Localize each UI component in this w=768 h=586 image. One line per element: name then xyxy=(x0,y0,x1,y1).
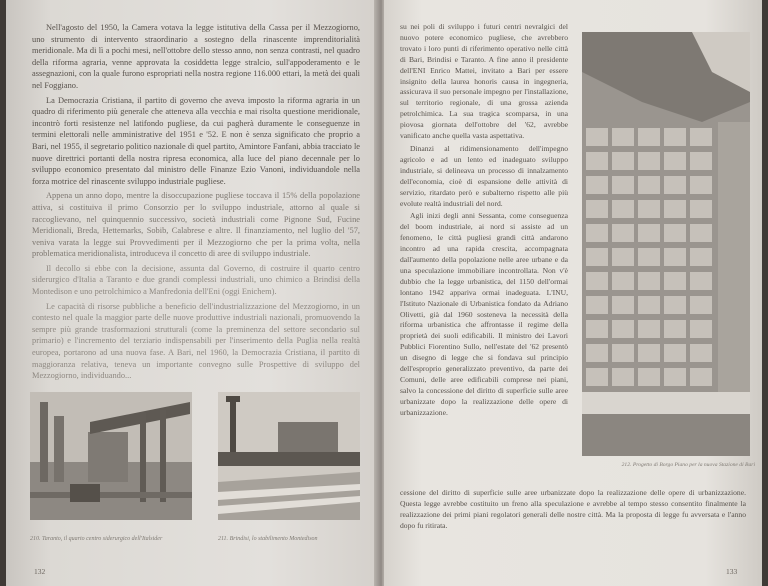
right-text-column xyxy=(400,22,568,421)
taranto-steelworks-photo xyxy=(30,392,192,520)
paragraph: cessione del diritto di superficie sulle aree urbanizzate dopo la realizzazione delle opere di urbanizzazione. Questa legge avrebbe costituito un freno alla speculazione e avrebbe al tempo stesso consentito finalmente la realizzazione dei primi piani regolatori generali delle nostre città. Ma la proposta di legge fu avversata e l'anno dopo fu ritirata. xyxy=(400,488,746,530)
paragraph: La Democrazia Cristiana, il partito di governo che aveva imposto la riforma agraria in un quadro di riferimento più generale che atteneva alla vecchia e mai risolta questione meridionale, incontrò forti resistenze nel latifondo pugliese, da cui pagherà duramente le conseguenze in termini elettorali nelle amministrative del 1951 e '52. E non è senza significato che proprio a Bari, nel 1955, il segretario politico nazionale di quel partito, Amintore Fanfani, abbia tracciato le nuove direttrici portanti della nostra ripresa economica, alla luce del piano decennale per lo sviluppo economico presentato dal ministro delle Finanze Ezio Vanoni, individuandole nella forza motrice del rinascente sviluppo industriale pugliese. xyxy=(32,95,360,186)
caption-text: Taranto, il quarto centro siderurgico dell'Italsider xyxy=(42,536,163,542)
caption-number: 210. xyxy=(30,536,41,542)
paragraph: Agli inizi degli anni Sessanta, come conseguenza del boom industriale, ai nord si assiste ad un fenomeno, le città pugliesi grandi città andarono incontro ad una rapida crescita, accompagnata dall'aumento della popolazione nelle aree urbane e da una speculazione immobiliare incontrollata. Non v'è dubbio che la legge urbanistica, del 1150 dell'ormai lontano 1942 appariva ormai inadeguata. L'INU, l'Istituto Nazionale di Urbanistica fondato da Adriano Olivetti, già dal 1960 sosteneva la necessità della riforma urbanistica che affrontasse il regime della proprietà dei suoli edificabili. Il ministro dei Lavori Pubblici Fiorentino Sullo, nell'estate del '62 presentò un disegno di legge che si fondava sul principio dell'esproprio generalizzato preventivo, da parte dei Comuni, delle aree edificabili comprese nei piani, salvo la concessione del diritto di superficie sulle aree urbanizzate dopo la realizzazione delle opere di urbanizzazione. xyxy=(400,211,568,417)
photo-caption xyxy=(30,536,162,542)
brindisi-plant-photo xyxy=(218,392,360,520)
paragraph: Appena un anno dopo, mentre la disoccupazione pugliese toccava il 15% della popolazione attiva, si costituiva il primo Consorzio per lo sviluppo industriale, attorno al quale si raccoglievano, nel quinquennio successivo, società industriali come Pignone Sud, Fucine Meridionali, Breda, Hettemarks, Sobib, Calabrese e altre. Il finanziamento, nel luglio del '57, veniva varata la legge sui Provvedimenti per il Mezzogiorno che per la prima volta, nella problematica meridionalista, introduceva il concetto di aree di sviluppo industriale. xyxy=(32,191,360,259)
page-number-right: 133 xyxy=(726,567,738,576)
photo-row xyxy=(26,392,356,542)
right-bottom-text xyxy=(400,488,746,532)
paragraph: Il decollo si ebbe con la decisione, assunta dal Governo, di costruire il quarto centro siderurgico d'Italia a Taranto e due grandi complessi industriali, uno chimico a Brindisi della Montedison e uno petrolchimico a Manfredonia dell'Eni (oggi Enichem). xyxy=(32,263,360,297)
caption-text: Brindisi, lo stabilimento Montedison xyxy=(229,536,318,542)
caption-text: Progetto di Borgo Piano per la nuova Stazione di Bari xyxy=(632,462,755,468)
page-number-left: 132 xyxy=(34,567,46,576)
paragraph: Dinanzi al ridimensionamento dell'impegno agricolo e ad un lento ed inadeguato sviluppo industriale, si delineava un processo di innalzamento dell'economia, cioè di espansione delle attività di servizio, ritardato però e subalterno rispetto alle più evolute realtà industriali del nord. xyxy=(400,143,568,208)
paragraph: Le capacità di risorse pubbliche a beneficio dell'industrializzazione del Mezzogiorno, in un contesto nel quale la maggior parte delle nuove produttive industriali nazionali, promuovendo la sempre più grande trasformazioni strutturali (come la preminenza del settore secondario sul primario) e l'incremento del terziario indispensabili per l'inserimento della Puglia nella realtà europea, portarono ad una nuova fase. A Bari, nel 1960, la Democrazia Cristiana, il partito di maggioranza relativa, teneva un importante convegno sulle Prospettive di sviluppo del Mezzogiorno, individuando... xyxy=(32,301,360,381)
paragraph: su nei poli di sviluppo i futuri centri nevralgici del nuovo potere economico pugliese, che avrebbero trovato i loro punti di riferimento operativo nelle città di Bari, Brindisi e Taranto. A fine anno il presidente dell'ENI Enrico Mattei, invitato a Bari per essere insignito della laurea honoris causa in ingegneria, assicurava il suo personale impegno per l'installazione, sul territorio regionale, di una grossa azienda petrolchimica. La sua tragica scomparsa, in una piovosa giornata dell'ottobre del '62, avrebbe vanificato anche quella vasta aspettativa. xyxy=(400,22,568,141)
aerial-city-map xyxy=(582,32,750,456)
caption-number: 212. xyxy=(621,462,632,468)
caption-number: 211. xyxy=(218,536,229,542)
map-caption xyxy=(585,462,755,468)
paragraph: Nell'agosto del 1950, la Camera votava la legge istitutiva della Cassa per il Mezzogiorno, uno strumento di intervento straordinario a sostegno della rinascente imprenditorialità meridionale. Ma di lì a pochi mesi, nell'ottobre dello stesso anno, non senza contrasti, nel quadro della riforma agraria, venne approvata la cosiddetta legge stralcio, sull'appoderamento e le assegnazioni, con la quale furono espropriati nella nostra regione 116.000 ettari, la metà dei quali nel Foggiano. xyxy=(32,23,360,90)
photo-caption xyxy=(218,536,318,542)
